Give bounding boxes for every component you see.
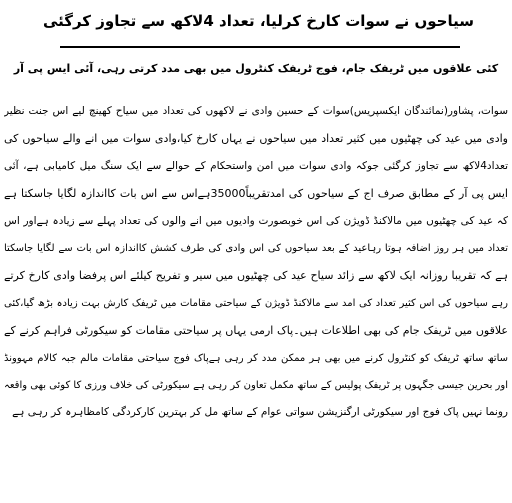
body-line: کہ عید کی چھٹیوں میں مالاکنڈ ڈویژن کی اس خوبصورت وادیوں میں انے والوں کی تعداد پہلے سے زیادہ ہےاور اس	[4, 214, 508, 227]
headline-divider	[60, 46, 460, 48]
body-line: رونما نہیں پاک فوج اور سیکورٹی ارگنزیشن سواتی عوام کے ساتھ مل کر بہترین کارکردگی کامظاہرہ کر رہی ہے	[12, 406, 508, 419]
body-line: سوات، پشاور(نمائندگان ایکسپریس)سوات کے حسین وادی نے لاکھوں کی تعداد میں سیاح کھینچ لیے اس جنت نظیر	[4, 105, 508, 117]
body-line: اور بحرین جیسی جگہوں پر ٹریفک پولیس کے ساتھ مکمل تعاون کر رہی ہے سیکورٹی کی خلاف ورزی کا کوئی بھی واقعہ	[4, 379, 508, 391]
body-line: ہے کہ تقریبا روزانہ ایک لاکھ سے زائد سیاح عید کی چھٹیوں میں سیر و تفریح کیلئے اس پرفضا وادی کارخ کرتے	[4, 269, 508, 283]
body-line: رہے سیاحوں کی اس کثیر تعداد کی امد سے مالاکنڈ ڈویژن کے سیاحتی مقامات میں ٹریفک کارش بہت زیادہ بڑھ گیا،کئی	[4, 297, 508, 309]
body-line: ایس پی آر کے مطابق صرف اج کے سیاحوں کی امدتقریباً35000ہےاس سے اس بات کااندازہ لگایا جاسکتا ہے	[4, 187, 508, 201]
body-line: وادی میں عید کی چھٹیوں میں کثیر تعداد میں سیاحوں نے یہاں کارخ کیا،وادی سوات میں انے والے سیاحوں کی	[4, 132, 508, 146]
body-line: ساتھ ساتھ ٹریفک کو کنٹرول کرنے میں بھی ہر ممکن مدد کر رہی ہےپاک فوج سیاحتی مقامات مالم جبہ کالام مہوونڈ	[4, 352, 508, 364]
headline: سیاحوں نے سوات کارخ کرلیا، تعداد 4لاکھ سے تجاوز کرگئی	[42, 12, 474, 30]
body-line: تعداد4لاکھ سے تجاوز کرگئی جوکہ وادی سوات میں امن واستحکام کے حوالے سے ایک سنگ میل کامیابی ہے، آئی	[4, 159, 508, 172]
article-body	[4, 98, 508, 427]
body-line: علاقوں میں ٹریفک جام کی بھی اطلاعات ہیں۔پاک ارمی یہاں پر سیاحتی مقامات کو سیکورٹی فراہم کرنے کے	[4, 324, 508, 338]
subheadline: کئی علاقوں میں ٹریفک جام، فوج ٹریفک کنٹرول میں بھی مدد کرتی رہی، آئی ایس پی آر	[13, 62, 499, 75]
body-line: تعداد میں ہر روز اضافہ ہوتا رہاعید کے بعد سیاحوں کی اس وادی کی طرف کشش کااندازہ اس بات سے لگایا جاسکتا	[4, 242, 508, 254]
